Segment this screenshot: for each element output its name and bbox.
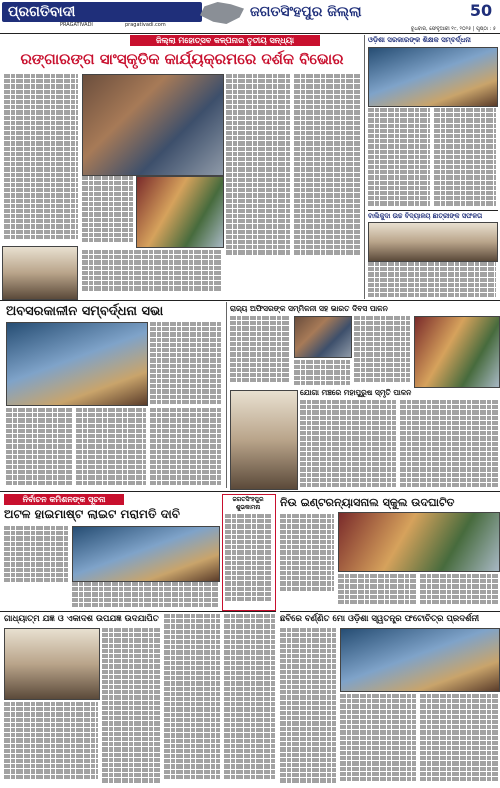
story6-body-b xyxy=(338,574,416,608)
story5-photo xyxy=(72,526,220,582)
greeting-box-body xyxy=(225,514,271,606)
story7-body-a xyxy=(102,628,160,784)
story1-kicker: ଜିଲ୍ଲା ମହୋତ୍ସବ କଳ୍ପନାର ତୃତୀୟ ସନ୍ଧ୍ୟା xyxy=(130,35,320,46)
story4-body-b xyxy=(400,400,498,488)
story3-photo-right xyxy=(414,316,500,388)
story2-headline: ଅବସରକାଳୀନ ସମ୍ବର୍ଦ୍ଧନା ସଭା xyxy=(6,304,164,319)
story6-photo xyxy=(338,512,500,572)
story7-photo xyxy=(4,628,100,700)
story1-body-col2 xyxy=(82,176,134,246)
right-story1-body-b xyxy=(434,108,496,208)
newspaper-logo: ପ୍ରଗତିବାଦୀ xyxy=(2,2,202,22)
story6-body-c xyxy=(420,574,498,608)
story7-headline: ଗାଧ୍ୟାତ୍ମ ଯଜ୍ଞ ଓ ଏକାଦଶ ଉପଯଜ୍ଞ ଉଦଯାପିତ xyxy=(4,614,159,624)
column-divider-mid xyxy=(226,302,227,488)
story2-body-a xyxy=(150,322,222,404)
story6-body-a xyxy=(280,514,334,594)
story4-body-a xyxy=(300,400,396,488)
district-map-icon xyxy=(200,2,244,24)
story8-body-a xyxy=(280,628,336,784)
district-title: ଜଗତସିଂହପୁର ଜିଲ୍ଲା xyxy=(250,4,362,20)
story1-photo-main xyxy=(82,74,224,176)
story1-photo-group xyxy=(2,246,78,300)
masthead-rule xyxy=(0,33,500,34)
story1-photo-stage xyxy=(136,176,224,248)
anniversary-badge: 50 xyxy=(469,1,493,20)
story7-body-d xyxy=(224,614,276,784)
story8-body-b xyxy=(340,694,416,784)
story2-body-b xyxy=(6,408,72,488)
story2-body-d xyxy=(150,408,222,488)
story7-body-b xyxy=(164,614,220,784)
section-rule-3b xyxy=(280,611,500,612)
section-rule-3a xyxy=(0,611,276,612)
right-story2-body xyxy=(368,262,496,298)
story3-body-c xyxy=(294,360,350,386)
story3-body-a xyxy=(230,316,290,386)
section-rule-1 xyxy=(0,300,500,301)
story2-photo xyxy=(6,322,148,406)
story1-body-col4 xyxy=(294,74,360,260)
story8-headline: ଛବିରେ ବର୍ଣ୍ଣିତ ମୋ ଓଡ଼ିଶା ସ୍ୱତନ୍ତ୍ର ଫଟୋଚିତ୍ର ପ୍ରଦର୍ଶନୀ xyxy=(280,614,480,624)
story6-headline: ନିଉ ଇଣ୍ଟରନ୍ୟାସନାଲ ସ୍କୁଲ ଉଦଘାଟିତ xyxy=(280,496,455,509)
story7-body-c xyxy=(4,702,98,784)
story5-body-b xyxy=(72,582,218,608)
story8-photo xyxy=(340,628,500,692)
story3-headline: ରାଜ୍ୟ ଅଫିସରଙ୍କ ସମ୍ମିଳନୀ ସହ ଭାରତ ଦିବସ ପାଳନ xyxy=(230,304,388,313)
story1-body-col1 xyxy=(4,74,78,244)
right-story1-photo xyxy=(368,47,498,107)
right-story1-body-a xyxy=(368,108,430,208)
logo-subtitle: PRAGATIVADI xyxy=(60,22,93,28)
story8-body-c xyxy=(420,694,498,784)
right-divider-1 xyxy=(368,210,498,211)
story5-kicker: ନିର୍ବାଚନ କମିଶନଙ୍କ ସୂଚନା xyxy=(4,494,124,505)
story1-body-col5 xyxy=(82,250,222,294)
section-rule-2 xyxy=(0,491,500,492)
story1-headline: ରଙ୍ଗାରଙ୍ଗ ସାଂସ୍କୃତିକ କାର୍ଯ୍ୟକ୍ରମରେ ଦର୍ଶକ ବିଭୋର xyxy=(20,50,344,68)
right-story2-headline: ବାଲିକୁଦା ଉଚ୍ଚ ବିଦ୍ୟାଳୟ ଛାତ୍ରୀଙ୍କ ସଫଳତା xyxy=(368,212,483,220)
story4-headline: ଯୋଗା ମଞ୍ଚରେ ମହାପୁରୁଷ ସ୍ମୃତି ପାଳନ xyxy=(300,388,412,397)
story4-photo xyxy=(230,390,298,490)
story3-photo xyxy=(294,316,352,358)
story3-body-b xyxy=(354,316,410,386)
right-story2-photo xyxy=(368,222,498,262)
story5-body-a xyxy=(4,526,68,586)
column-divider-top xyxy=(364,35,365,299)
dateline: ବୁଧବାର, ଫେବୃଆରୀ ୧୯, ୨୦୨୫ | ପୃଷ୍ଠା : ୫ xyxy=(410,26,496,32)
logo-website: pragativadi.com xyxy=(125,22,166,28)
right-story1-headline: ଓଡ଼ିଶା ସରକାରଙ୍କ ଶିକ୍ଷକ ସମ୍ବର୍ଦ୍ଧନା xyxy=(368,36,471,44)
greeting-box-headline: ଜଗତସିଂହପୁର ଶୁଭକାମନା xyxy=(232,496,264,511)
story5-headline: ଅଟଳ ହାଇମାଷ୍ଟ ଲାଇଟ ମରାମତି ଦାବି xyxy=(4,507,180,521)
story1-body-col3 xyxy=(226,74,290,260)
story2-body-c xyxy=(76,408,146,488)
